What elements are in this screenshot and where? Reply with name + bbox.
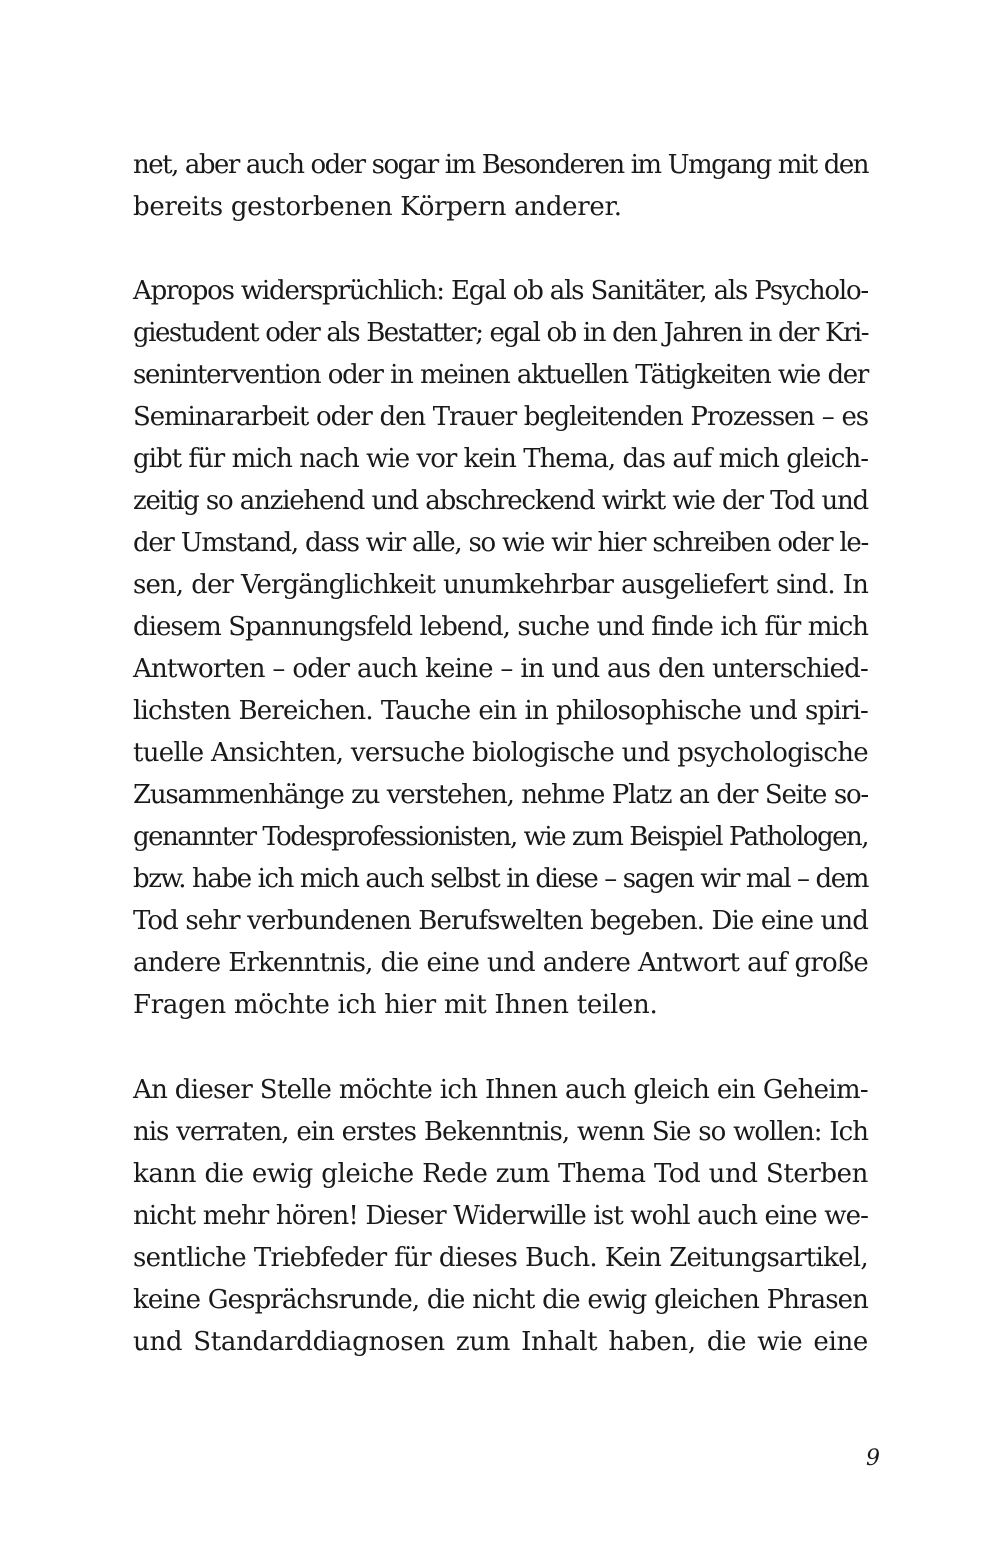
text-line: sen, der Vergänglichkeit unumkehrbar ausgeliefert sind. In [133,570,868,600]
text-line: Fragen möchte ich hier mit Ihnen teilen. [133,990,658,1020]
text-line: keine Gesprächsrunde, die nicht die ewig gleichen Phrasen [133,1285,868,1315]
text-line: kann die ewig gleiche Rede zum Thema Tod und Sterben [133,1159,868,1189]
text-line: senintervention oder in meinen aktuellen Tätigkeiten wie der [133,360,868,390]
text-line: net, aber auch oder sogar im Besonderen im Umgang mit den [133,150,868,180]
paragraph-1 [133,144,868,228]
text-line: der Umstand, dass wir alle, so wie wir hier schreiben oder le- [133,528,868,558]
text-line: bereits gestorbenen Körpern anderer. [133,192,622,222]
text-line: gibt für mich nach wie vor kein Thema, das auf mich gleich- [133,444,868,474]
text-line: giestudent oder als Bestatter; egal ob in den Jahren in der Kri- [133,318,868,348]
text-line: diesem Spannungsfeld lebend, suche und finde ich für mich [133,612,868,642]
text-line: Tod sehr verbundenen Berufswelten begeben. Die eine und [133,906,868,936]
text-line: tuelle Ansichten, versuche biologische und psychologische [133,738,868,768]
text-line: nicht mehr hören! Dieser Widerwille ist wohl auch eine we- [133,1201,868,1231]
text-line: und Standarddiagnosen zum Inhalt haben, die wie eine [133,1327,868,1357]
text-line: Zusammenhänge zu verstehen, nehme Platz an der Seite so- [133,780,868,810]
paragraph-3 [133,1069,868,1363]
text-line: sentliche Triebfeder für dieses Buch. Kein Zeitungsartikel, [133,1243,868,1273]
text-line: bzw. habe ich mich auch selbst in diese – sagen wir mal – dem [133,864,868,894]
paragraph-2 [133,270,868,1026]
text-line: Antworten – oder auch keine – in und aus den unterschied- [133,654,868,684]
text-line: nis verraten, ein erstes Bekenntnis, wenn Sie so wollen: Ich [133,1117,868,1147]
page-number: 9 [866,1446,880,1471]
text-line: An dieser Stelle möchte ich Ihnen auch gleich ein Geheim- [133,1075,868,1105]
text-line: andere Erkenntnis, die eine und andere Antwort auf große [133,948,868,978]
text-line: zeitig so anziehend und abschreckend wirkt wie der Tod und [133,486,868,516]
text-line: lichsten Bereichen. Tauche ein in philosophische und spiri- [133,696,868,726]
text-line: Seminararbeit oder den Trauer begleitenden Prozessen – es [133,402,868,432]
text-line: genannter Todesprofessionisten, wie zum Beispiel Pathologen, [133,822,868,852]
text-line: Apropos widersprüchlich: Egal ob als Sanitäter, als Psycholo- [133,276,868,306]
